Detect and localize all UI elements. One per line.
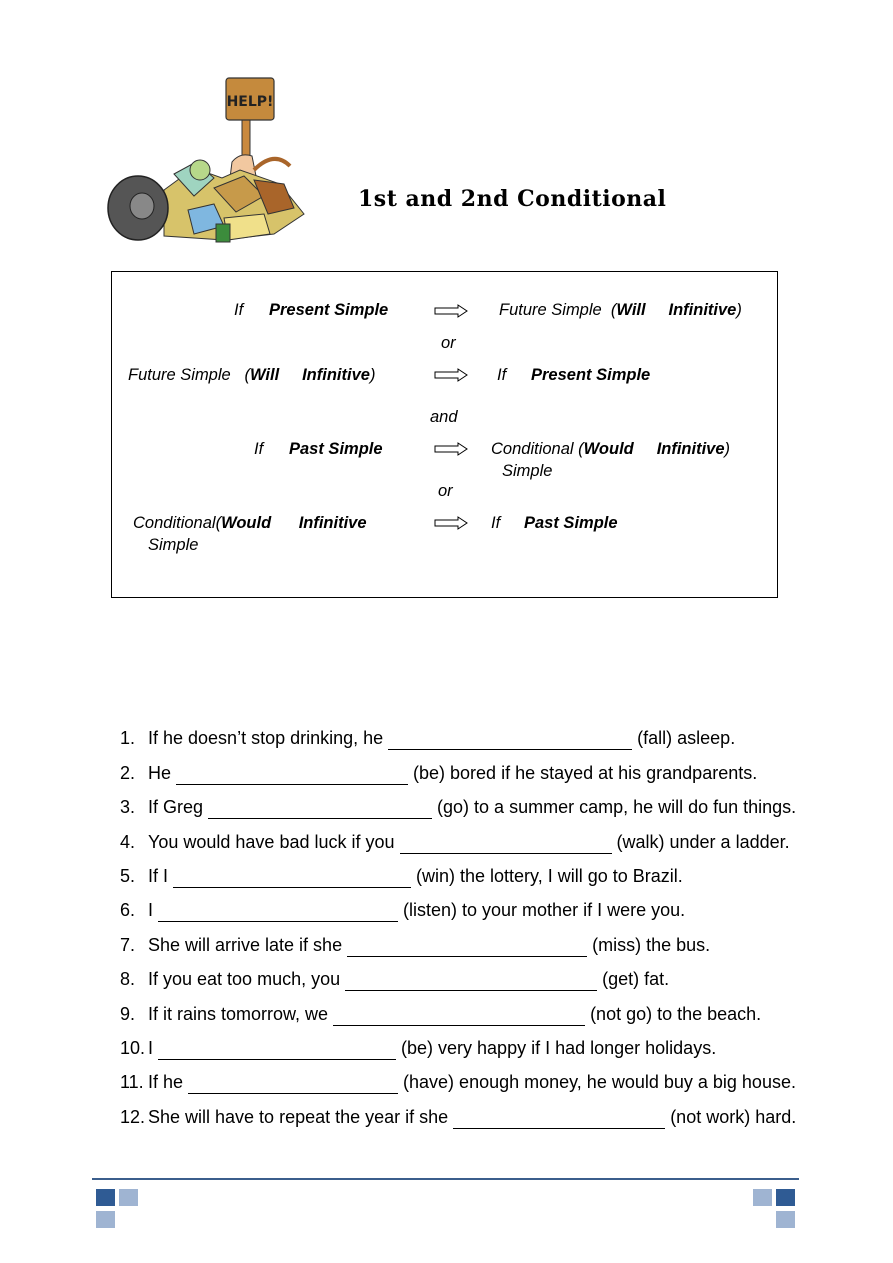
exercise-item: 4. You would have bad luck if you (walk) under a ladder. [120,831,790,852]
arrow-icon [434,516,468,530]
rule3-conditional: Conditional [491,440,574,458]
answer-blank[interactable] [208,802,432,819]
rule2-if: If [497,366,507,384]
answer-blank[interactable] [388,733,632,750]
rule2-infinitive: Infinitive [302,366,370,384]
rule4-infinitive: Infinitive [298,514,367,532]
rule3-left-tense: Past Simple [289,440,383,458]
rule4-if: If [491,514,501,532]
rule2-right-tense: Present Simple [531,366,651,384]
rule2-left-tense: Future Simple [128,366,231,384]
exercise-item: 5. If I (win) the lottery, I will go to Brazil. [120,865,683,886]
rule3-simple: Simple [502,462,553,480]
exercise-item: 11. If he (have) enough money, he would buy a big house. [120,1072,796,1093]
rule3-if: If [254,440,264,458]
help-sign-clipart [104,70,316,250]
rule4-conditional: Conditional [133,514,216,532]
rule1-left-tense: Present Simple [269,301,389,319]
and-label: and [430,408,458,426]
answer-blank[interactable] [333,1009,585,1026]
answer-blank[interactable] [173,871,411,888]
rule3-would: Would [583,440,634,458]
rule2-will: Will [249,366,280,384]
rule1-infinitive: Infinitive [668,301,737,319]
exercise-item: 1. If he doesn’t stop drinking, he (fall) asleep. [120,728,736,749]
rule4-simple: Simple [148,536,199,554]
sign-text: HELP! [226,94,274,110]
arrow-icon [434,442,468,456]
or-label-2: or [438,482,453,500]
exercise-item: 12. She will have to repeat the year if she (not work) hard. [120,1106,797,1127]
exercise-list [120,716,810,1129]
exercise-item: 7. She will arrive late if she (miss) the bus. [120,934,711,955]
exercise-item: 9. If it rains tomorrow, we (not go) to the beach. [120,1003,762,1024]
answer-blank[interactable] [188,1077,398,1094]
rule4-would: Would [221,514,272,532]
footer-decor-square [119,1189,138,1206]
conditional-rules-box: If Present Simple Future Simple (Will Infinitive) or Future Simple (Will Infinitive) If Present Simple and If Past Simple Conditional (Would Infinitive) Simple or Conditional(Would Infinitive Simple If Past Simple [111,271,778,598]
answer-blank[interactable] [400,837,612,854]
rule4-right-tense: Past Simple [524,514,618,532]
rule1-if: If [234,301,244,319]
exercise-item: 10. I (be) very happy if I had longer holidays. [120,1037,717,1058]
footer-decor-square [96,1211,115,1228]
exercise-item: 2. He (be) bored if he stayed at his grandparents. [120,762,758,783]
rule3-infinitive: Infinitive [656,440,725,458]
footer-decor-square [776,1189,795,1206]
answer-blank[interactable] [158,1043,396,1060]
arrow-icon [434,304,468,318]
answer-blank[interactable] [158,905,398,922]
rule1-right-tense: Future Simple [499,301,602,319]
answer-blank[interactable] [453,1112,665,1129]
answer-blank[interactable] [176,768,408,785]
answer-blank[interactable] [347,940,587,957]
page-title: 1st and 2nd Conditional [358,186,667,212]
footer-decor-square [776,1211,795,1228]
footer-divider [92,1178,799,1180]
rule1-will: Will [616,301,646,319]
answer-blank[interactable] [345,974,597,991]
exercise-item: 3. If Greg (go) to a summer camp, he will do fun things. [120,797,797,818]
exercise-item: 8. If you eat too much, you (get) fat. [120,969,670,990]
exercise-item: 6. I (listen) to your mother if I were you. [120,900,686,921]
footer-decor-square [753,1189,772,1206]
arrow-icon [434,368,468,382]
or-label-1: or [441,334,456,352]
footer-decor-square [96,1189,115,1206]
